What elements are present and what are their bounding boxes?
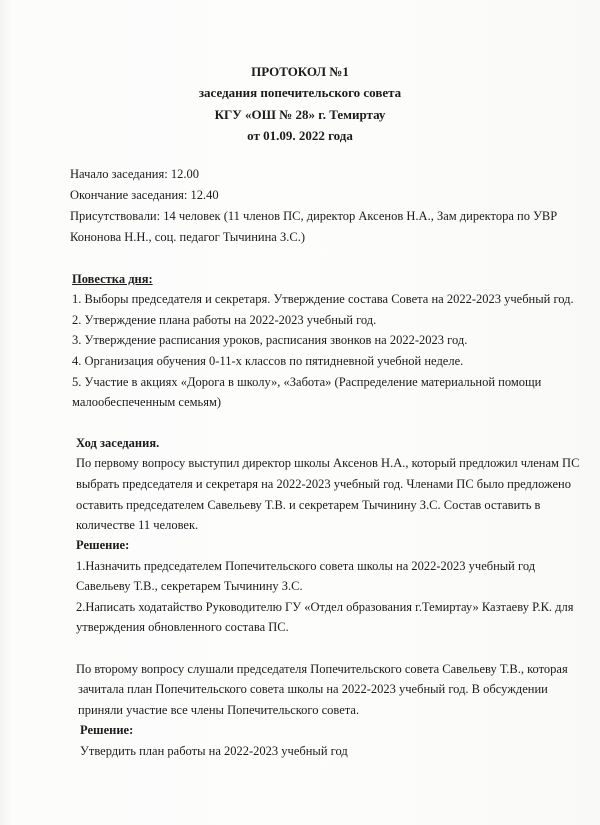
decision-line: утверждения обновленного состава ПС.: [76, 620, 289, 634]
paragraph-line: выбрать председателя и секретаря на 2022-2023 учебный год. Членами ПС было предложено: [76, 477, 571, 491]
agenda-item: 4. Организация обучения 0-11-х классов по пятидневной учебной неделе.: [72, 354, 464, 368]
protocol-subtitle: заседания попечительского совета: [198, 85, 402, 100]
protocol-title: ПРОТОКОЛ №1: [251, 64, 349, 79]
proceedings-title: Ход заседания.: [76, 436, 160, 450]
agenda-item: 1. Выборы председателя и секретаря. Утверждение состава Совета на 2022-2023 учебный год.: [72, 292, 574, 306]
decision-line: 2.Написать ходатайство Руководителю ГУ «Отдел образования г.Темиртау» Казтаеву Р.К. для: [76, 600, 574, 614]
attendees-line-1: Присутствовали: 14 человек (11 членов ПС, директор Аксенов Н.А., Зам директора по УВР: [70, 209, 558, 223]
meeting-end: Окончание заседания: 12.40: [70, 188, 219, 202]
protocol-date: от 01.09. 2022 года: [247, 128, 353, 143]
decision-line: Савельеву Т.В., секретарем Тычинину З.С.: [76, 579, 303, 593]
paragraph-line: приняли участие все члены Попечительского совета.: [78, 703, 360, 717]
decision-line: Утвердить план работы на 2022-2023 учебный год: [80, 744, 348, 758]
decision-title: Решение:: [80, 723, 134, 737]
attendees-line-2: Кононова Н.Н., соц. педагог Тычинина З.С.): [70, 230, 305, 244]
agenda-item: 2. Утверждение плана работы на 2022-2023 учебный год.: [72, 313, 377, 327]
paragraph-line: количестве 11 человек.: [76, 518, 199, 532]
paragraph-line: По первому вопросу выступил директор школы Аксенов Н.А., который предложил членам ПС: [76, 456, 580, 470]
decision-line: 1.Назначить председателем Попечительского совета школы на 2022-2023 учебный год: [76, 559, 536, 573]
agenda-title: Повестка дня:: [72, 272, 153, 286]
agenda-item: 3. Утверждение расписания уроков, расписания звонков на 2022-2023 год.: [72, 333, 468, 347]
paragraph-line: зачитала план Попечительского совета школы на 2022-2023 учебный год. В обсуждении: [78, 682, 548, 696]
meeting-start: Начало заседания: 12.00: [70, 167, 199, 181]
protocol-organization: КГУ «ОШ № 28» г. Темиртау: [214, 107, 386, 122]
agenda-item: 5. Участие в акциях «Дорога в школу», «Забота» (Распределение материальной помощи: [72, 375, 542, 389]
paragraph-line: По второму вопросу слушали председателя Попечительского совета Савельеву Т.В., которая: [76, 662, 568, 676]
agenda-item-continued: малообеспеченным семьям): [72, 395, 222, 409]
decision-title: Решение:: [76, 538, 130, 552]
paragraph-line: оставить председателем Савельеву Т.В. и секретарем Тычинину З.С. Состав оставить в: [76, 498, 541, 512]
